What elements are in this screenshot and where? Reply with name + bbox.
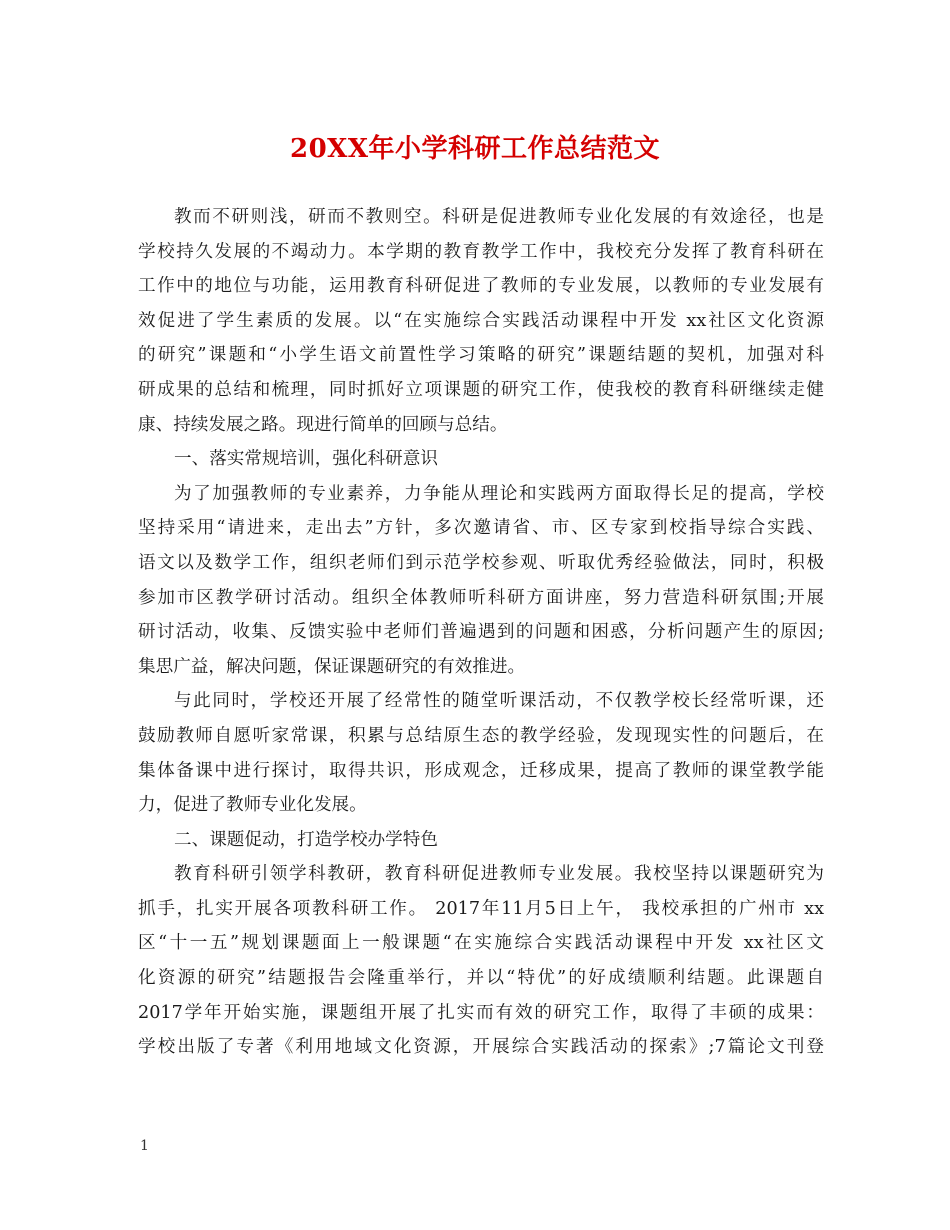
- body-line: 学校出版了专著《利用地域文化资源，开展综合实践活动的探索》;7篇论文刊登: [138, 1037, 824, 1058]
- body-line: 效促进了学生素质的发展。以“在实施综合实践活动课程中开发 xx社区文化资源: [138, 310, 824, 331]
- page-number: 1: [140, 1138, 149, 1154]
- body-line: 力，促进了教师专业化发展。: [138, 795, 367, 816]
- section-heading: 二、课题促动，打造学校办学特色: [174, 829, 438, 850]
- body-line: 研成果的总结和梳理，同时抓好立项课题的研究工作，使我校的教育科研继续走健: [138, 379, 824, 400]
- body-line: 集体备课中进行探讨，取得共识，形成观念，迁移成果，提高了教师的课堂教学能: [138, 760, 824, 781]
- body-line: 2017学年开始实施，课题组开展了扎实而有效的研究工作，取得了丰硕的成果：: [138, 1002, 824, 1023]
- body-line: 教而不研则浅，研而不教则空。科研是促进教师专业化发展的有效途径，也是: [174, 207, 824, 227]
- body-line: 研讨活动，收集、反馈实验中老师们普遍遇到的问题和困惑，分析问题产生的原因;: [138, 622, 824, 643]
- body-line: 教育科研引领学科教研，教育科研促进教师专业发展。我校坚持以课题研究为: [174, 864, 824, 885]
- body-line: 的研究”课题和“小学生语文前置性学习策略的研究”课题结题的契机，加强对科: [138, 345, 824, 366]
- body-line: 集思广益，解决问题，保证课题研究的有效推进。: [138, 656, 526, 677]
- section-heading: 一、落实常规培训，强化科研意识: [174, 449, 438, 470]
- document-body: [138, 200, 824, 1065]
- body-line: 抓手，扎实开展各项教科研工作。 2017年11月5日上午， 我校承担的广州市 xx: [138, 898, 824, 919]
- body-line: 康、持续发展之路。现进行简单的回顾与总结。: [138, 414, 508, 435]
- body-line: 鼓励教师自愿听家常课，积累与总结原生态的教学经验，发现现实性的问题后，在: [138, 725, 824, 746]
- body-line: 与此同时，学校还开展了经常性的随堂听课活动，不仅教学校长经常听课，还: [174, 691, 824, 712]
- body-line: 参加市区教学研讨活动。组织全体教师听科研方面讲座，努力营造科研氛围;开展: [138, 587, 824, 608]
- body-line: 区“十一五”规划课题面上一般课题“在实施综合实践活动课程中开发 xx社区文: [138, 933, 824, 954]
- body-line: 学校持久发展的不竭动力。本学期的教育教学工作中，我校充分发挥了教育科研在: [138, 241, 824, 262]
- body-line: 为了加强教师的专业素养，力争能从理论和实践两方面取得长足的提高，学校: [174, 483, 824, 504]
- document-title: 20XX年小学科研工作总结范文: [289, 134, 661, 164]
- body-line: 化资源的研究”结题报告会隆重举行，并以“特优”的好成绩顺利结题。此课题自: [138, 968, 824, 989]
- body-line: 语文以及数学工作，组织老师们到示范学校参观、听取优秀经验做法，同时，积极: [138, 552, 824, 573]
- body-line: 工作中的地位与功能，运用教育科研促进了教师的专业发展，以教师的专业发展有: [138, 276, 824, 297]
- body-line: 坚持采用“请进来，走出去”方针，多次邀请省、市、区专家到校指导综合实践、: [138, 518, 824, 539]
